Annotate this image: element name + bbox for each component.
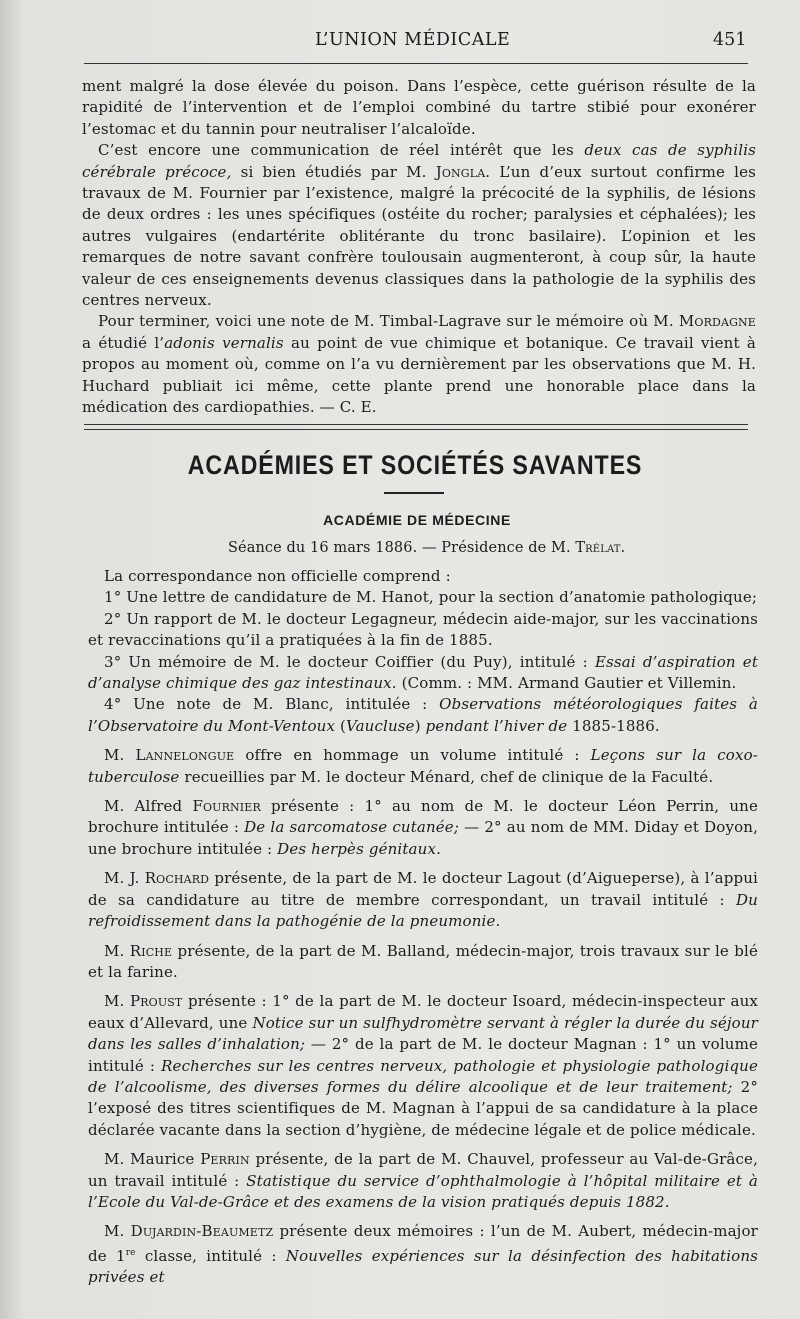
title-rule (384, 492, 444, 494)
item-3: 3° Un mémoire de M. le docteur Coiffier (du Puy), intitulé : Essai d’aspiration et d’analyse chimique des gaz intestinaux. (Comm. : MM. Armand Gautier et Villemin. (88, 652, 758, 693)
header-rule (84, 63, 748, 64)
item-4: 4° Une note de M. Blanc, intitulée : Observations météorologiques faites à l’Observatoire du Mont-Ventoux (Vaucluse) pendant l’hiver de 1885-1886. (88, 695, 758, 735)
paragraph-perrin: M. Maurice Perrin présente, de la part de M. Chauvel, professeur au Val-de-Grâce, un travail intitulé : Statistique du service d’ophthalmologie à l’hôpital militaire et à l’Ecole du Val-de-Grâce et des examens de la vision pratiqués depuis 1882. (88, 1150, 758, 1211)
paragraph-proust: M. Proust présente : 1° de la part de M. le docteur Isoard, médecin-inspecteur aux eaux d’Allevard, une Notice sur un sulfhydromètre servant à régler la durée du séjour dans les salles d’inhalation; — 2° de la part de M. le docteur Magnan : 1° un volume intitulé : Recherches sur les centres nerveux, pathologie et physiologie pathologique de l’alcoolisme, des diverses formes du délire alcoolique et de leur traitement; 2° l’exposé des titres scientifiques de M. Magnan à l’appui de sa candidature à la place déclarée vacante dans la section d’hygiène, de médecine légale et de police médicale. (88, 992, 758, 1139)
paragraph-adonis: Pour terminer, voici une note de M. Timbal-Lagrave sur le mémoire où M. Mordagne a étudié l’adonis vernalis au point de vue chimique et botanique. Ce travail vient à propos au moment où, comme on l’a vu dernièrement par les observations que M. H. Huchard publiait ici même, cette plante prend une honorable place dans la médication des cardiopathies. — C. E. (82, 312, 756, 417)
paragraph-riche: M. Riche présente, de la part de M. Balland, médecin-major, trois travaux sur le blé et la farine. (88, 941, 758, 981)
item-1: 1° Une lettre de candidature de M. Hanot, pour la section d’anatomie pathologique; (104, 588, 758, 607)
paragraph-syphilis: C’est encore une communication de réel intérêt que les deux cas de syphilis cérébrale précoce, si bien étudiés par M. Jongla. L’un d’eux surtout confirme les travaux de M. Fournier par l’existence, malgré la précocité de la syphilis, de lésions de deux ordres : les unes spécifiques (ostéite du rocher; paralysies et céphalées); les autres vulgaires (endartérite oblitérante du tronc basilaire). L’opinion et les remarques de notre savant confrère toulousain augmenteront, à coup sûr, la haute valeur de ces enseignements devenus classiques dans la pathologie de la syphilis des centres nerveux. (82, 141, 757, 310)
paragraph-poison: ment malgré la dose élevée du poison. Dans l’espèce, cette guérison résulte de la rapidité de l’intervention et de l’emploi combiné du tartre stibié pour exonérer l’estomac et du tannin pour neutraliser l’alcaloïde. (82, 77, 756, 138)
item-2: 2° Un rapport de M. le docteur Legagneur, médecin aide-major, sur les vaccinations et revaccinations qu’il a pratiquées à la fin de 1885. (88, 609, 758, 650)
page-header (0, 30, 800, 58)
paragraph-rochard: M. J. Rochard présente, de la part de M. le docteur Lagout (d’Aigueperse), à l’appui de sa candidature au titre de membre correspondant, un travail intitulé : Du refroidissement dans la pathogénie de la pneumonie. (88, 869, 758, 931)
paragraph-fournier: M. Alfred Fournier présente : 1° au nom de M. le docteur Léon Perrin, une brochure intitulée : De la sarcomatose cutanée; — 2° au nom de MM. Diday et Doyon, une brochure intitulée : Des herpès génitaux. (88, 797, 759, 858)
correspondence-intro: La correspondance non officielle comprend : (104, 567, 451, 585)
section-rule-bottom (84, 429, 748, 430)
page-number: 451 (713, 30, 747, 50)
paragraph-dujardin: M. Dujardin-Beaumetz présente deux mémoires : l’un de M. Aubert, médecin-major de 1re classe, intitulé : Nouvelles expériences sur la désinfection des habitations privées et (88, 1222, 759, 1287)
paragraph-lannelongue: M. Lannelongue offre en hommage un volume intitulé : Leçons sur la coxo-tuberculose recueillies par M. le docteur Ménard, chef de clinique de la Faculté. (88, 746, 758, 786)
session-line: Séance du 16 mars 1886. — Présidence de M. Trélat. (228, 540, 626, 556)
session-report (88, 566, 758, 1289)
section-rule-top (84, 424, 748, 425)
running-title: L’UNION MÉDICALE (315, 30, 511, 50)
review-text (82, 76, 756, 419)
academy-heading: ACADÉMIE DE MÉDECINE (323, 512, 511, 528)
section-title: ACADÉMIES ET SOCIÉTÉS SAVANTES (187, 450, 643, 480)
